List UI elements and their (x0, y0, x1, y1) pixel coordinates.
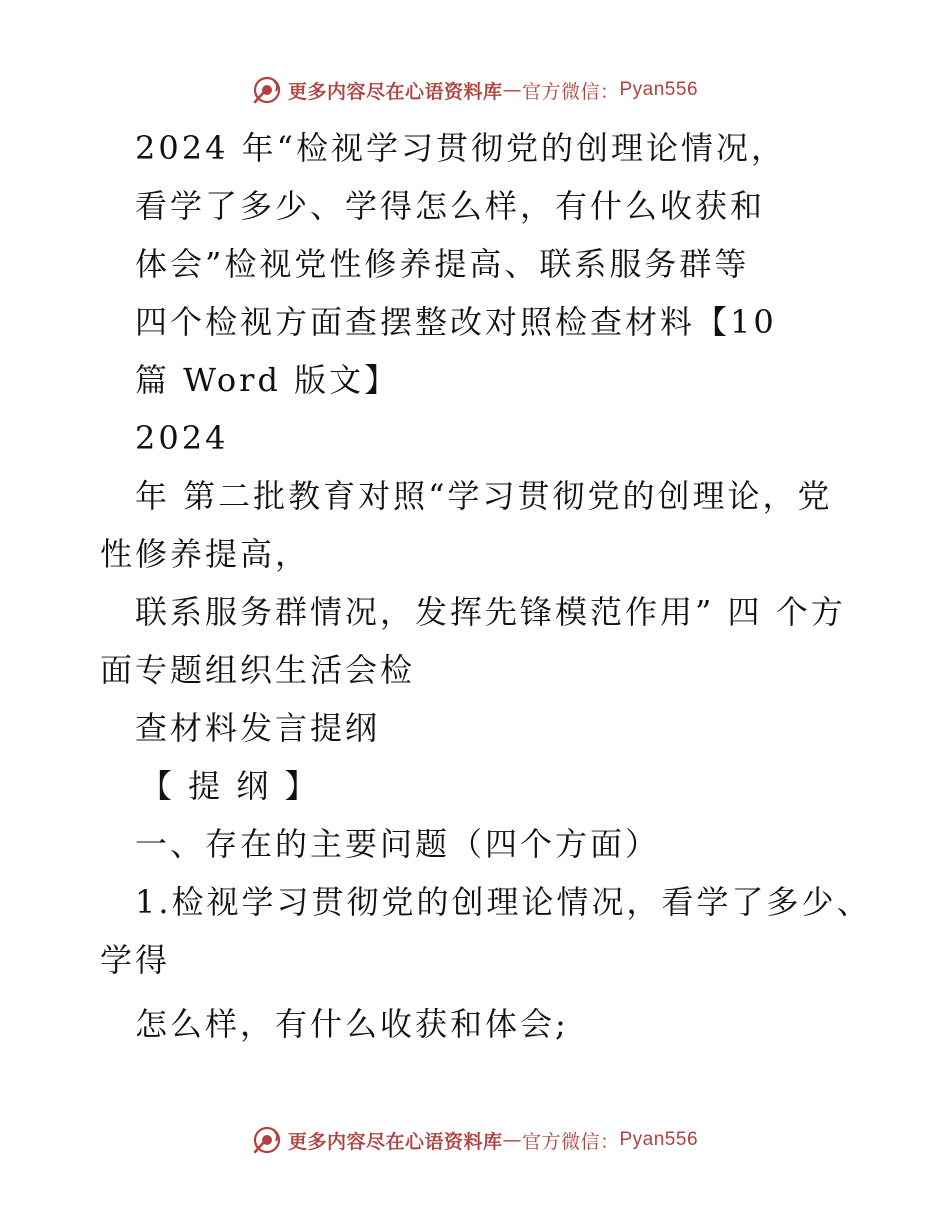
title-line-4: 四个检视方面查摆整改对照检查材料【10 (135, 303, 777, 341)
watermark-header (0, 70, 950, 110)
body-line-5: 面专题组织生活会检 (100, 651, 416, 689)
body-line-4: 联系服务群情况，发挥先锋模范作用” 四 个方 (135, 593, 846, 631)
section-heading-1: 一、存在的主要问题（四个方面） (135, 825, 661, 863)
watermark-wechat-id: Pyan556 (619, 79, 699, 100)
watermark-wechat-label: 官方微信： (521, 1130, 620, 1153)
title-line-2: 看学了多少、学得怎么样，有什么收获和 (135, 187, 766, 225)
item-1-line-2: 学得 (100, 941, 171, 979)
body-line-6: 查材料发言提纲 (135, 709, 381, 747)
watermark-separator: — (502, 1129, 522, 1151)
watermark-footer (0, 1120, 950, 1160)
pen-circle-logo-icon (252, 1125, 282, 1155)
item-1-line-1: 1.检视学习贯彻党的创理论情况，看学了多少、 (135, 883, 872, 921)
watermark-brand: 更多内容尽在心语资料库 (287, 80, 503, 103)
watermark-brand: 更多内容尽在心语资料库 (287, 1130, 503, 1153)
title-line-3: 体会”检视党性修养提高、联系服务群等 (135, 245, 750, 283)
body-line-year: 2024 (135, 419, 229, 457)
watermark-wechat-label: 官方微信： (521, 80, 620, 103)
outline-heading: 【 提 纲 】 (140, 767, 320, 805)
item-1-line-3: 怎么样，有什么收获和体会; (135, 1005, 569, 1043)
title-line-5: 篇 Word 版文】 (135, 361, 400, 399)
pen-circle-logo-icon (252, 75, 282, 105)
title-line-1: 2024 年“检视学习贯彻党的创理论情况， (135, 129, 786, 167)
watermark-wechat-id: Pyan556 (619, 1129, 699, 1150)
body-line-2: 年 第二批教育对照“学习贯彻党的创理论，党 (135, 477, 833, 515)
watermark-separator: — (502, 79, 522, 101)
body-line-3: 性修养提高， (100, 535, 311, 573)
